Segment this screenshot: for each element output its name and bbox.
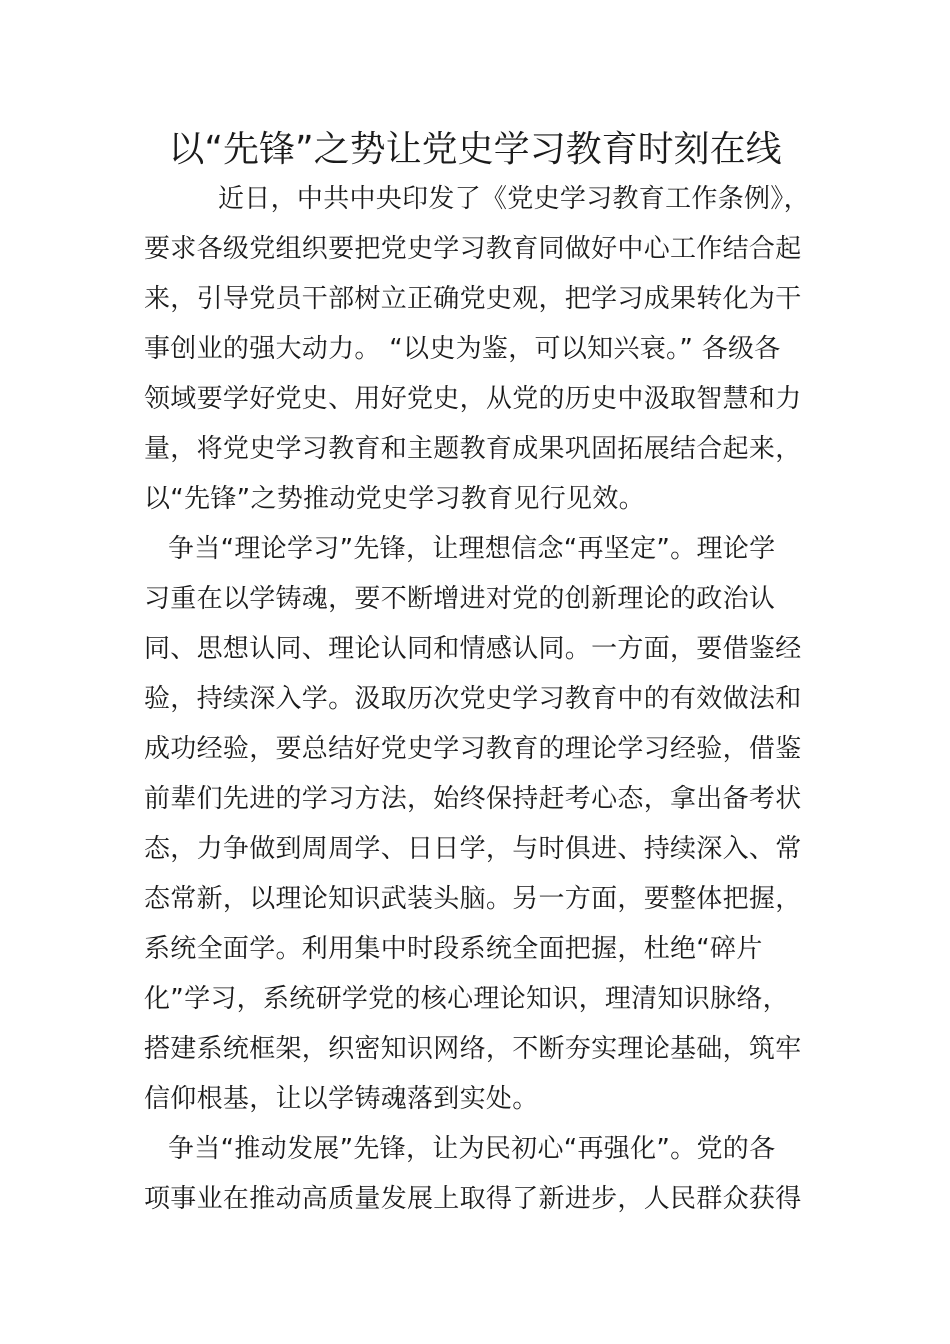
document-title: 以“先锋”之势让党史学习教育时刻在线 [168, 129, 782, 170]
text-line-2: 要求各级党组织要把党史学习教育同做好中心工作结合起 [144, 234, 802, 264]
text-line-13: 前辈们先进的学习方法，始终保持赶考心态，拿出备考状 [144, 784, 802, 814]
text-line-7: 以“先锋”之势推动党史学习教育见行见效。 [144, 484, 645, 514]
text-line-15: 态常新，以理论知识武装头脑。另一方面，要整体把握， [144, 884, 802, 914]
text-line-11: 验，持续深入学。汲取历次党史学习教育中的有效做法和 [144, 684, 802, 714]
text-line-14: 态，力争做到周周学、日日学，与时俱进、持续深入、常 [144, 834, 802, 864]
text-line-1: 近日，中共中央印发了《党史学习教育工作条例》， [218, 184, 810, 214]
text-line-5: 领域要学好党史、用好党史，从党的历史中汲取智慧和力 [144, 384, 802, 414]
text-line-6: 量，将党史学习教育和主题教育成果巩固拓展结合起来， [144, 434, 802, 464]
text-line-10: 同、思想认同、理论认同和情感认同。一方面，要借鉴经 [144, 634, 802, 664]
text-line-17: 化”学习，系统研学党的核心理论知识，理清知识脉络， [144, 984, 789, 1014]
text-line-3: 来，引导党员干部树立正确党史观，把学习成果转化为干 [144, 284, 802, 314]
text-line-21: 项事业在推动高质量发展上取得了新进步，人民群众获得 [144, 1184, 802, 1214]
text-line-8: 争当“理论学习”先锋，让理想信念“再坚定”。理论学 [168, 534, 776, 564]
text-line-16: 系统全面学。利用集中时段系统全面把握，杜绝“碎片 [144, 934, 763, 964]
text-line-12: 成功经验，要总结好党史学习教育的理论学习经验，借鉴 [144, 734, 802, 764]
text-line-4: 事创业的强大动力。 “以史为鉴，可以知兴衰。” 各级各 [144, 334, 781, 364]
text-line-9: 习重在以学铸魂，要不断增进对党的创新理论的政治认 [144, 584, 776, 614]
text-line-20: 争当“推动发展”先锋，让为民初心“再强化”。党的各 [168, 1134, 776, 1164]
text-line-18: 搭建系统框架，织密知识网络，不断夯实理论基础，筑牢 [144, 1034, 802, 1064]
text-line-19: 信仰根基，让以学铸魂落到实处。 [144, 1084, 539, 1114]
